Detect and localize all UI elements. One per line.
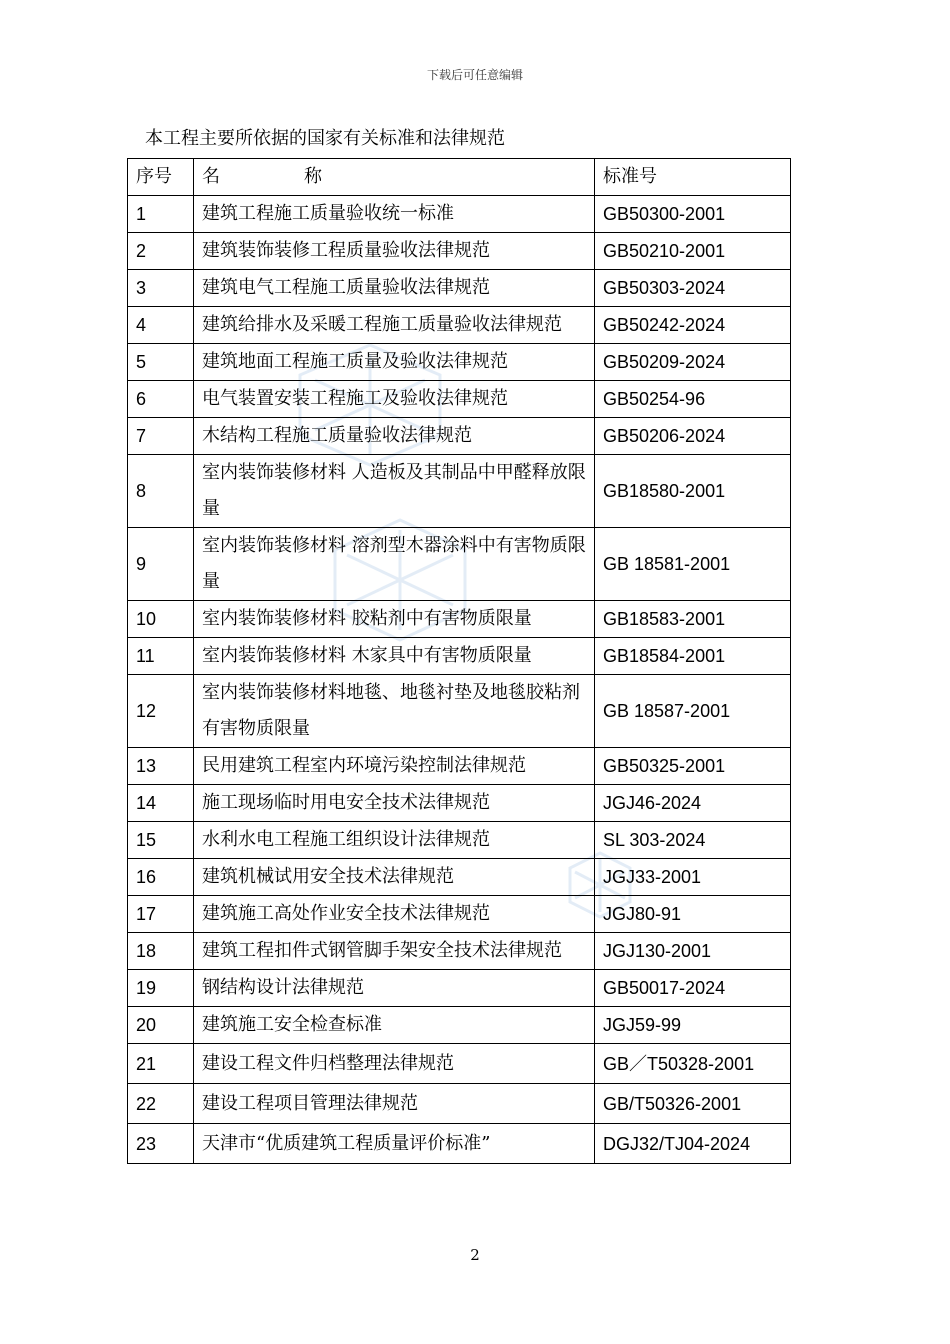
row-number: 6	[128, 381, 194, 418]
table-row	[128, 196, 791, 233]
table-row	[128, 601, 791, 638]
row-number: 3	[128, 270, 194, 307]
standard-name: 室内装饰装修材料 溶剂型木器涂料中有害物质限量	[194, 528, 595, 601]
header-note: 下载后可任意编辑	[426, 68, 523, 82]
row-number: 4	[128, 307, 194, 344]
standard-name: 钢结构设计法律规范	[194, 970, 595, 1007]
standard-name: 室内装饰装修材料地毯、地毯衬垫及地毯胶粘剂有害物质限量	[194, 675, 595, 748]
table-row	[128, 859, 791, 896]
standard-name: 室内装饰装修材料 木家具中有害物质限量	[194, 638, 595, 675]
row-number: 14	[128, 785, 194, 822]
header-name	[194, 159, 595, 196]
standard-name: 建筑给排水及采暖工程施工质量验收法律规范	[194, 307, 595, 344]
row-number: 5	[128, 344, 194, 381]
standard-name: 建筑工程扣件式钢管脚手架安全技术法律规范	[194, 933, 595, 970]
standard-name: 建设工程文件归档整理法律规范	[194, 1044, 595, 1084]
row-number: 2	[128, 233, 194, 270]
standard-name: 电气装置安装工程施工及验收法律规范	[194, 381, 595, 418]
standard-code: GB50254-96	[595, 381, 791, 418]
table-row	[128, 1044, 791, 1084]
row-number: 19	[128, 970, 194, 1007]
document-title: 本工程主要所依据的国家有关标准和法律规范	[145, 128, 505, 149]
table-row	[128, 1124, 791, 1164]
row-number: 10	[128, 601, 194, 638]
row-number: 8	[128, 455, 194, 528]
standard-name: 室内装饰装修材料 人造板及其制品中甲醛释放限量	[194, 455, 595, 528]
row-number: 9	[128, 528, 194, 601]
standard-code: GB/T50326-2001	[595, 1084, 791, 1124]
header-name-part1: 名	[202, 166, 220, 187]
table-row	[128, 822, 791, 859]
row-number: 15	[128, 822, 194, 859]
standard-code: GB18583-2001	[595, 601, 791, 638]
row-number: 16	[128, 859, 194, 896]
standard-name: 施工现场临时用电安全技术法律规范	[194, 785, 595, 822]
page-number: 2	[470, 1246, 480, 1264]
standard-code: JGJ130-2001	[595, 933, 791, 970]
standard-name: 木结构工程施工质量验收法律规范	[194, 418, 595, 455]
row-number: 20	[128, 1007, 194, 1044]
row-number: 18	[128, 933, 194, 970]
standard-code: JGJ59-99	[595, 1007, 791, 1044]
row-number: 17	[128, 896, 194, 933]
standard-name: 室内装饰装修材料 胶粘剂中有害物质限量	[194, 601, 595, 638]
table-row	[128, 1007, 791, 1044]
standard-name: 建筑装饰装修工程质量验收法律规范	[194, 233, 595, 270]
table-row	[128, 748, 791, 785]
standard-code: JGJ46-2024	[595, 785, 791, 822]
standard-name: 水利水电工程施工组织设计法律规范	[194, 822, 595, 859]
standard-code: GB／T50328-2001	[595, 1044, 791, 1084]
table-row	[128, 638, 791, 675]
standard-code: GB18580-2001	[595, 455, 791, 528]
standard-name: 民用建筑工程室内环境污染控制法律规范	[194, 748, 595, 785]
standard-name: 建筑机械试用安全技术法律规范	[194, 859, 595, 896]
table-row	[128, 381, 791, 418]
standard-name: 建筑工程施工质量验收统一标准	[194, 196, 595, 233]
standard-code: JGJ80-91	[595, 896, 791, 933]
row-number: 7	[128, 418, 194, 455]
standard-code: GB50325-2001	[595, 748, 791, 785]
table-row	[128, 270, 791, 307]
table-row	[128, 344, 791, 381]
row-number: 21	[128, 1044, 194, 1084]
standard-code: GB50209-2024	[595, 344, 791, 381]
table-row	[128, 970, 791, 1007]
header-index: 序号	[128, 159, 194, 196]
standards-table	[127, 158, 791, 1164]
row-number: 1	[128, 196, 194, 233]
standard-name: 建筑地面工程施工质量及验收法律规范	[194, 344, 595, 381]
standard-code: SL 303-2024	[595, 822, 791, 859]
standard-code: GB50210-2001	[595, 233, 791, 270]
standard-code: JGJ33-2001	[595, 859, 791, 896]
standard-name: 天津市“优质建筑工程质量评价标准”	[194, 1124, 595, 1164]
standard-code: GB50242-2024	[595, 307, 791, 344]
standard-code: GB50303-2024	[595, 270, 791, 307]
standard-code: GB18584-2001	[595, 638, 791, 675]
row-number: 12	[128, 675, 194, 748]
standard-code: DGJ32/TJ04-2024	[595, 1124, 791, 1164]
table-row	[128, 528, 791, 601]
standard-name: 建筑施工安全检查标准	[194, 1007, 595, 1044]
standard-code: GB 18581-2001	[595, 528, 791, 601]
standard-name: 建筑施工高处作业安全技术法律规范	[194, 896, 595, 933]
standard-code: GB50017-2024	[595, 970, 791, 1007]
standard-name: 建设工程项目管理法律规范	[194, 1084, 595, 1124]
table-row	[128, 1084, 791, 1124]
table-row	[128, 675, 791, 748]
table-row	[128, 418, 791, 455]
table-row	[128, 233, 791, 270]
standard-name: 建筑电气工程施工质量验收法律规范	[194, 270, 595, 307]
standard-code: GB50300-2001	[595, 196, 791, 233]
row-number: 13	[128, 748, 194, 785]
row-number: 23	[128, 1124, 194, 1164]
row-number: 22	[128, 1084, 194, 1124]
table-row	[128, 785, 791, 822]
table-row	[128, 896, 791, 933]
standard-code: GB50206-2024	[595, 418, 791, 455]
table-row	[128, 307, 791, 344]
table-row	[128, 933, 791, 970]
header-code: 标准号	[595, 159, 791, 196]
table-row	[128, 455, 791, 528]
table-header-row	[128, 159, 791, 196]
standard-code: GB 18587-2001	[595, 675, 791, 748]
header-name-part2: 称	[304, 166, 322, 187]
row-number: 11	[128, 638, 194, 675]
